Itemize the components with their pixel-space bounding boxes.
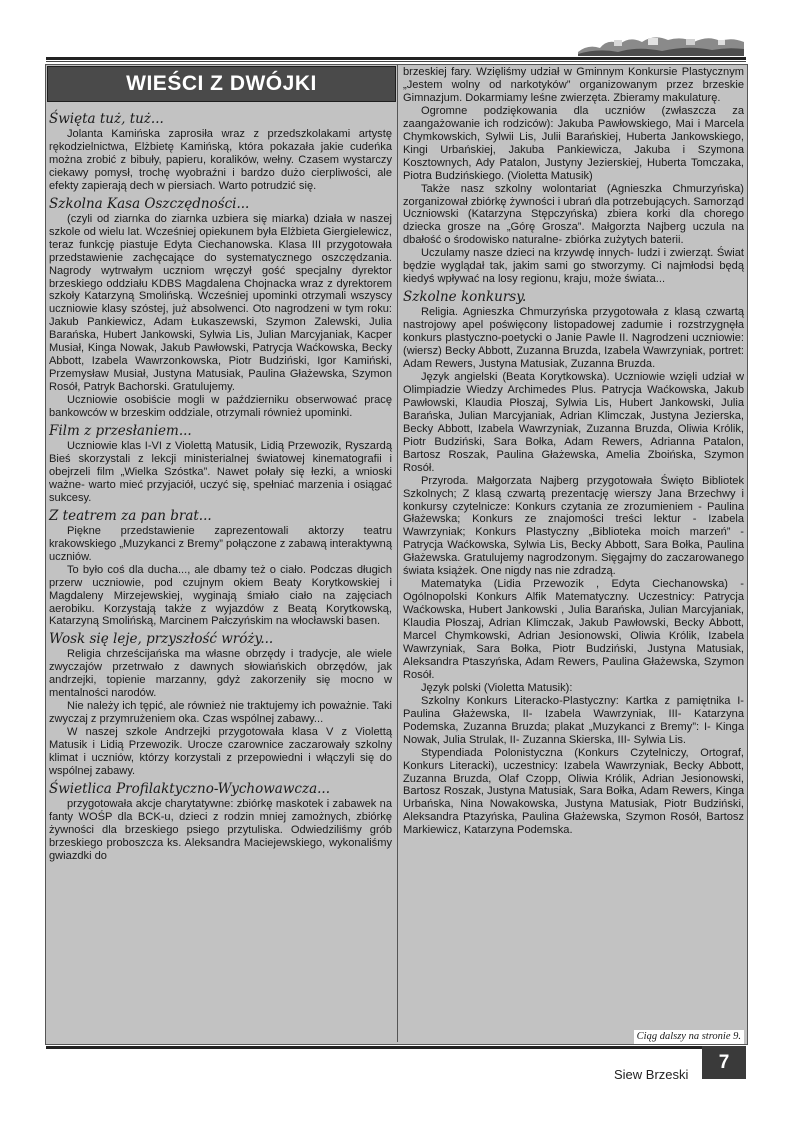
paragraph: brzeskiej fary. Wzięliśmy udział w Gminnym Konkursie Plastycznym „Jestem wolny od narkotyków” organizowanym przez brzeskie Gimnazjum. Dokarmiamy leśne zwierzęta. Zbieramy makulaturę.	[403, 66, 744, 104]
paragraph: Piękne przedstawienie zaprezentowali aktorzy teatru krakowskiego „Muzykanci z Bremy” połączone z zabawą interaktywną uczniów.	[49, 524, 392, 563]
column-divider	[397, 64, 398, 1042]
paragraph: Matematyka (Lidia Przewozik , Edyta Ciechanowska) - Ogólnopolski Konkurs Alfik Matematyczny. Uczestnicy: Patrycja Waćkowska, Hubert Jankowski , Julia Barańska, Julian Marcyjaniak, Klaudia Płoszaj, Adrian Klimczak, Jakub Pawłowski, Becky Abbott, Marcel Chymkowski, Adrian Jesionowski, Oliwia Królik, Izabela Wawrzyniak, Sara Bołka, Piotr Budziński, Justyna Matusiak, Aleksandra Ptaszyńska, Adam Rewers, Paulina Głażewska, Szymon Rosół.	[403, 578, 744, 681]
right-column	[403, 66, 744, 837]
paragraph: Religia chrześcijańska ma własne obrzędy i tradycje, ale wiele zwyczajów przetrwało z dawnych słowiańskich obrzędów, jak andrzejki, topienie marzanny, gdyż zakorzeniły się mocno w mentalności narodów.	[49, 648, 392, 700]
header-landscape-image	[578, 30, 744, 56]
heading-teatr: Z teatrem za pan brat...	[49, 507, 212, 524]
paragraph: Stypendiada Polonistyczna (Konkurs Czytelniczy, Ortograf, Konkurs Literacki), uczestnicy: Izabela Wawrzyniak, Becky Abbott, Zuzanna Bruzda, Olaf Czopp, Oliwia Królik, Adrian Jesionowski, Bartosz Roszak, Justyna Matusiak, Sara Bołka, Adam Rewers, Kinga Urbańska, Nina Nowakowska, Justyna Matusiak, Piotr Budziński, Aleksandra Ptazyńska, Paulina Głażewska, Szymon Rosół, Bartosz Markiewicz, Katarzyna Podemska.	[403, 746, 744, 837]
paragraph: W naszej szkole Andrzejki przygotowała klasa V z Violettą Matusik i Lidią Przewozik. Urocze czarownice zaczarowały szkolny klimat i uczniów, którzy korzystali z przepowiedni i włączyli się do wspólnej zabawy.	[49, 726, 392, 777]
paragraph: Uczulamy nasze dzieci na krzywdę innych- ludzi i zwierząt. Świat będzie wyglądał tak, jakim sami go stworzymy. Ci najmłodsi będą kiedyś wpływać na losy regionu, kraju, może świata...	[403, 247, 744, 286]
publication-name: Siew Brzeski	[614, 1067, 689, 1082]
section-banner: WIEŚCI Z DWÓJKI	[47, 66, 396, 102]
paragraph: Religia. Agnieszka Chmurzyńska przygotowała z klasą czwartą nastrojowy apel poświęcony listopadowej zadumie i rozstrzygnęła konkurs plastyczno-poetycki o Janie Pawle II. Nagrodzeni uczniowie: (wiersz) Becky Abbott, Zuzanna Bruzda, Izabela Wawrzyniak, portret: Adam Rewers, Justyna Matusiak, Zuzanna Bruzda.	[403, 306, 744, 371]
heading-film: Film z przesłaniem...	[49, 423, 192, 440]
heading-swieta: Święta tuż, tuż...	[49, 111, 164, 127]
top-rule-thin	[46, 61, 746, 62]
paragraph: Uczniowie klas I-VI z Violettą Matusik, Lidią Przewozik, Ryszardą Bieś skorzystali z lekcji ministerialnej światowej kinematografii i obejrzeli film „Wielka Szóstka”. Nawet połały się łezki, a wnioski ważne- warto mieć przyjaciół, uczyć się, spełniać marzenia i osiągać sukcesy.	[49, 440, 392, 504]
top-rule	[46, 57, 746, 60]
left-column	[49, 108, 392, 863]
paragraph: Ogromne podziękowania dla uczniów (zwłaszcza za zaangażowanie ich rodziców): Jakuba Pawłowskiego, Mai i Marcela Chymkowskich, Sylwii Lis, Julii Barańskiej, Huberta Jankowskiego, Kingi Urbańskiej, Jakuba Pankiewicza, Jakuba i Szymona Kosztownych, Ady Patalon, Justyny Jezierskiej, Huberta Tomczaka, Piotra Budzińskiego. (Violetta Matusik)	[403, 104, 744, 182]
page-number: 7	[702, 1046, 746, 1079]
paragraph: Także nasz szkolny wolontariat (Agnieszka Chmurzyńska) zorganizował zbiórkę żywności i ubrań dla potrzebujących. Samorząd Uczniowski (Katarzyna Stępczyńska) zbiera korki dla chorego dziecka grosze na „Górę Grosza”. Małgorzta Najberg uczula na dbałość o środowisko naturalne- zbiórka zużytych baterii.	[403, 182, 744, 247]
paragraph: Uczniowie osobiście mogli w październiku obserwować pracę bankowców w brzeskim oddziale, otrzymali również upominki.	[49, 394, 392, 420]
paragraph: Jolanta Kamińska zaprosiła wraz z przedszkolakami artystę rękodzielnictwa, Elżbietę Kamińską, która pokazała jakie cudeńka można zrobić z bibuły, papieru, koralików, wełny. Czasem wystarczy ciekawy pomysł, trochę wyobraźni i bardzo dużo cierpliwości, ale efekty zapierają dech w piersiach. Warto potrudzić się.	[49, 128, 392, 192]
paragraph: Język angielski (Beata Korytkowska). Uczniowie wzięli udział w Olimpiadzie Wiedzy Archimedes Plus. Patrycja Waćkowska, Jakub Pawłowski, Klaudia Płoszaj, Sylwia Lis, Hubert Jankowski, Julia Barańska, Julian Marcyjaniak, Adrian Klimczak, Justyna Jezierska, Becky Abbott, Izabela Wawrzyniak, Zuzanna Bruzda, Oliwia Królik, Piotr Budziński, Sara Bołka, Adam Rewers, Adrianna Patalon, Bartosz Roszak, Paulina Głażewska, Amelia Zboińska, Szymon Rosół.	[403, 370, 744, 474]
paragraph: Język polski (Violetta Matusik):	[421, 681, 573, 694]
continuation-note: Ciąg dalszy na stronie 9.	[634, 1030, 744, 1044]
paragraph: przygotowała akcje charytatywne: zbiórkę maskotek i zabawek na fanty WOŚP dla BCK-u, dzieci z rodzin mniej zamożnych, zbiórkę żywności dla brzeskiego psiego przytuliska. Odwiedziliśmy grób brzeskiego proboszcza ks. Aleksandra Maciejewskiego, wykonaliśmy gwiazdki do	[49, 797, 392, 862]
heading-swietlica: Świetlica Profilaktyczno-Wychowawcza...	[49, 780, 331, 797]
paragraph: To było coś dla ducha..., ale dbamy też o ciało. Podczas długich przerw uczniowie, pod czujnym okiem Beaty Korytkowskiej i Magdaleny Mirzejewskiej, wyginają śmiało ciało na zajęciach aerobiku. Korzystają także z wyjazdów z Beatą Korytkowską, Katarzyną Smolińską, Marcinem Pałczyńskim na włocławski basen.	[49, 563, 392, 628]
paragraph: Nie należy ich tępić, ale również nie traktujemy ich poważnie. Taki zwyczaj z przymrużeniem oka. Czas wspólnej zabawy...	[49, 700, 392, 726]
bottom-rule	[46, 1046, 746, 1049]
heading-konkursy: Szkolne konkursy.	[403, 289, 527, 306]
paragraph: Szkolny Konkurs Literacko-Plastyczny: Kartka z pamiętnika I- Paulina Głażewska, II- Izabela Wawrzyniak, III- Katarzyna Podemska, Zuzanna Bruzda; plakat „Muzykanci z Bremy”: I- Kinga Nowak, Julia Strulak, II- Zuzanna Skierska, III- Sylwia Lis.	[403, 694, 744, 746]
heading-wosk: Wosk się leje, przyszłość wróży...	[49, 631, 274, 648]
paragraph: (czyli od ziarnka do ziarnka uzbiera się miarka) działa w naszej szkole od wielu lat. Wcześniej opiekunem była Elżbieta Giergielewicz, teraz funkcję piastuje Edyta Ciechanowska. Klasa III przygotowała przedstawienie zachęcające do systematycznego oszczędzania. Nagrody wytrwałym uczniom wręczył gość specjalny dyrektor brzeskiego oddziału KDBS Magdalena Chojnacka wraz z dyrektorem szkoły Katarzyną Smolińską. Wcześniej upominki otrzymali wszyscy uczniowie klasy szóstej, już absolwenci. Oto nagrodzeni w tym roku: Jakub Pankiewicz, Adam Łukaszewski, Szymon Zalewski, Julia Barańska, Hubert Jankowski, Sylwia Lis, Julian Marcyjaniak, Kacper Musiał, Kinga Nowak, Jakub Pawłowski, Patrycja Waćkowska, Becky Abbott, Izabela Wawrzonkowska, Piotr Budziński, Igor Kamiński, Przemysław Musiał, Justyna Matusiak, Paulina Głażewska, Szymon Rosół, Patryk Bachorski. Gratulujemy.	[49, 212, 392, 394]
heading-skko: Szkolna Kasa Oszczędności...	[49, 195, 250, 212]
paragraph: Przyroda. Małgorzata Najberg przygotowała Święto Bibliotek Szkolnych; Z klasą czwartą prezentację wierszy Jana Brzechwy i konkursy czytelnicze: Konkurs czytania ze zrozumieniem - Paulina Głażewska; Konkurs ze znajomości treści lektur - Izabela Wawrzyniak; Konkurs Plastyczny „Biblioteka moich marzeń” - Patrycja Waćkowska, Sylwia Lis, Becky Abbott, Sara Bołka, Paulina Głażewska. Gratulujemy nagrodzonym. Sięgajmy do zaczarowanego świata książek. One nigdy nas nie zdradzą.	[403, 474, 744, 578]
